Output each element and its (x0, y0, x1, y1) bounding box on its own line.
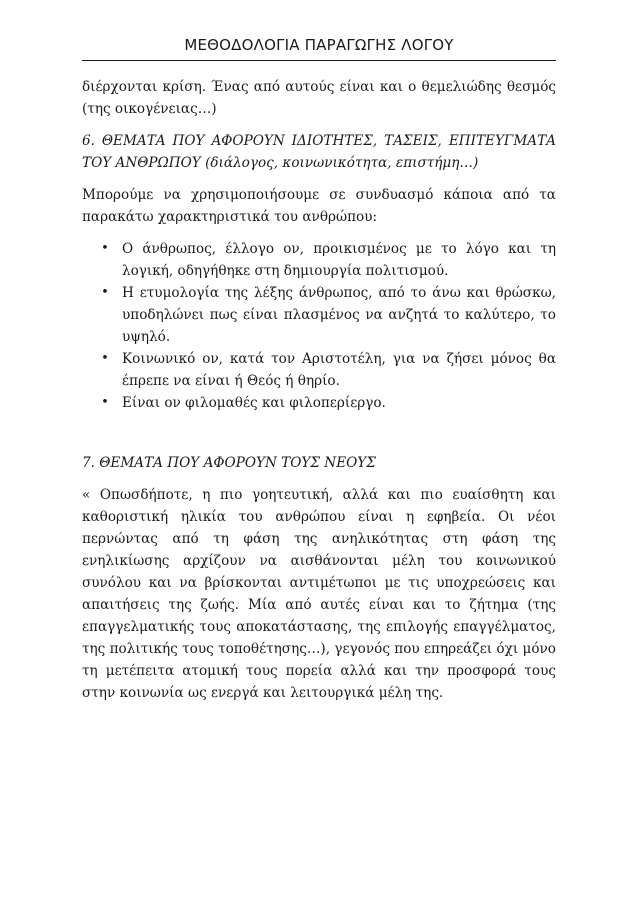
list-item-text: Κοινωνικό ον, κατά τον Αριστοτέλη, για να ζήσει μόνος θα έπρεπε να είναι ή Θεός ή θηρίο. (122, 351, 556, 389)
section-7-heading: 7. ΘΕΜΑΤΑ ΠΟΥ ΑΦΟΡΟΥΝ ΤΟΥΣ ΝΕΟΥΣ (82, 455, 376, 471)
bullet-icon: • (101, 351, 109, 366)
list-item (82, 392, 556, 414)
list-item-text: Είναι ον φιλομαθές και φιλοπερίεργο. (122, 395, 386, 411)
list-item (82, 282, 556, 348)
list-item (82, 348, 556, 392)
bullet-icon: • (101, 285, 109, 300)
intro-paragraph: διέρχονται κρίση. Ένας από αυτούς είναι και ο θεμελιώδης θεσμός (της οικογένειας…) (82, 79, 556, 117)
bullet-icon: • (101, 241, 109, 256)
running-header: ΜΕΘΟΔΟΛΟΓΙΑ ΠΑΡΑΓΩΓΗΣ ΛΟΓΟΥ (82, 36, 556, 61)
characteristics-list (82, 238, 556, 414)
list-item-text: Η ετυμολογία της λέξης άνθρωπος, από το άνω και θρώσκω, υποδηλώνει πως είναι πλασμένος να ανζητά το καλύτερο, το υψηλό. (122, 285, 556, 345)
list-item-text: Ο άνθρωπος, έλλογο ον, προικισμένος με το λόγο και τη λογική, οδηγήθηκε στη δημιουργία πολιτισμού. (122, 241, 556, 279)
section-6-lead: Μπορούμε να χρησιμοποιήσουμε σε συνδυασμό κάποια από τα παρακάτω χαρακτηριστικά του ανθρώπου: (82, 187, 556, 225)
bullet-icon: • (101, 395, 109, 410)
section-7-paragraph: « Οπωσδήποτε, η πιο γοητευτική, αλλά και πιο ευαίσθητη και καθοριστική ηλικία του ανθρώπου είναι η εφηβεία. Οι νέοι περνώντας από τη φάση της ανηλικότητας στη φάση της ενηλικίωσης αρχίζουν να αισθάνονται μέλη του κοινωνικού συνόλου και να βρίσκονται αντιμέτωποι με τις υποχρεώσεις και απαιτήσεις της ζωής. Μία από αυτές είναι και το ζήτημα (της επαγγελματικής τους αποκατάστασης, της επιλογής επαγγέλματος, της πολιτικής τους τοποθέτησης…), γεγονός που επηρεάζει όχι μόνο τη μετέπειτα ατομική τους πορεία αλλά και την προσφορά τους στην κοινωνία ως ενεργά και λειτουργικά μέλη της. (82, 487, 556, 701)
section-6-heading: 6. ΘΕΜΑΤΑ ΠΟΥ ΑΦΟΡΟΥΝ ΙΔΙΟΤΗΤΕΣ, ΤΑΣΕΙΣ, ΕΠΙΤΕΥΓΜΑΤΑ ΤΟΥ ΑΝΘΡΩΠΟΥ (διάλογος, κοινωνικότητα, επιστήμη…) (82, 133, 556, 171)
list-item (82, 238, 556, 282)
page-content (82, 76, 556, 704)
